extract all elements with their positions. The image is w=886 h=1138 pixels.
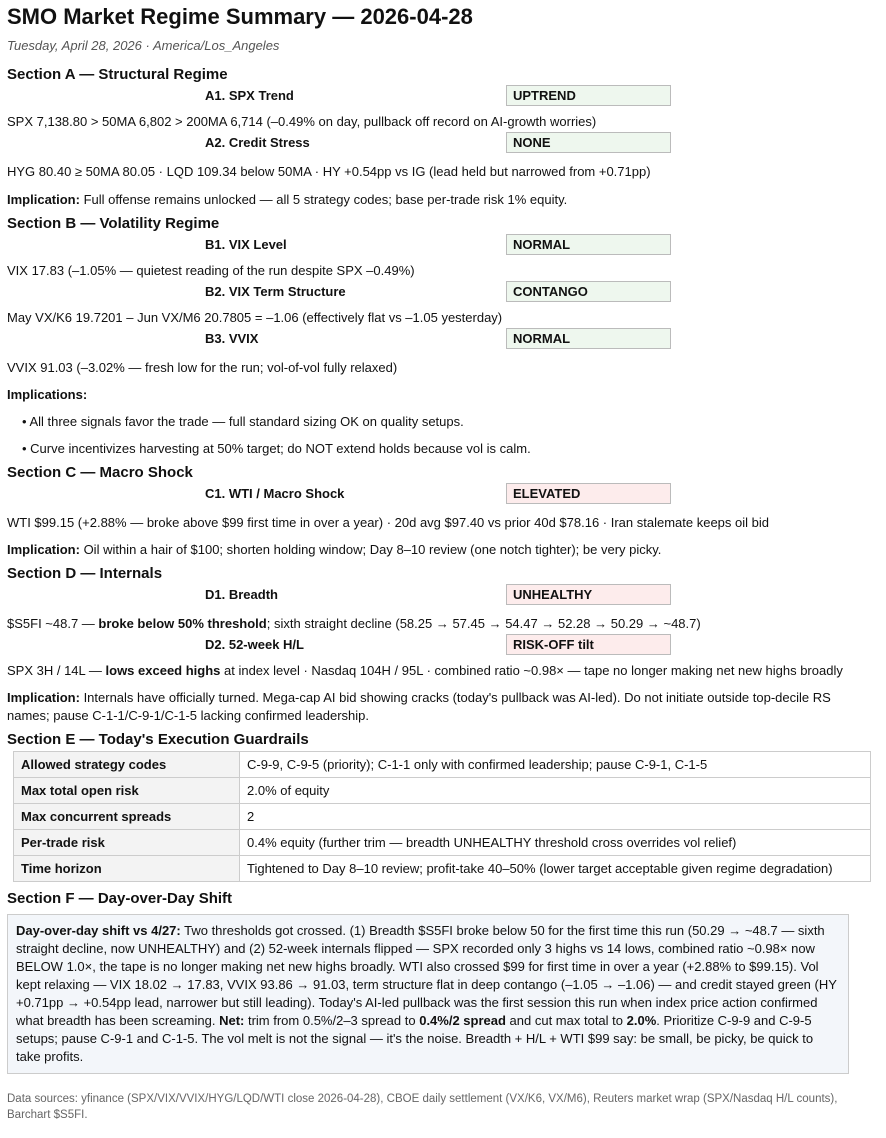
signal-label: A1. SPX Trend	[205, 88, 294, 103]
row-value: C-9-9, C-9-5 (priority); C-1-1 only with confirmed leadership; pause C-9-1, C-1-5	[240, 752, 871, 778]
list-item: • Curve incentivizes harvesting at 50% target; do NOT extend holds because vol is calm.	[22, 441, 531, 456]
table-row	[14, 856, 871, 882]
row-key: Max concurrent spreads	[14, 804, 240, 830]
signal-a2	[7, 132, 879, 154]
status-badge: ELEVATED	[506, 483, 671, 504]
implication-label: Implication:	[7, 192, 80, 207]
signal-detail: May VX/K6 19.7201 – Jun VX/M6 20.7805 = –1.06 (effectively flat vs –1.05 yesterday)	[7, 310, 503, 325]
signal-d2	[7, 634, 879, 656]
implication	[7, 191, 879, 209]
signal-label: A2. Credit Stress	[205, 135, 310, 150]
section-d-heading: Section D — Internals	[7, 565, 163, 582]
row-value: 0.4% equity (further trim — breadth UNHEALTHY threshold cross overrides vol relief)	[240, 830, 871, 856]
signal-detail: VVIX 91.03 (–3.02% — fresh low for the run; vol-of-vol fully relaxed)	[7, 360, 398, 375]
row-value: 2	[240, 804, 871, 830]
signal-detail: VIX 17.83 (–1.05% — quietest reading of the run despite SPX –0.49%)	[7, 263, 415, 278]
day-over-day-box	[7, 914, 849, 1074]
table-row	[14, 830, 871, 856]
detail-emphasis: broke below 50% threshold	[98, 616, 267, 631]
implications-list	[7, 413, 879, 458]
table-row	[14, 752, 871, 778]
signal-detail	[7, 615, 879, 633]
status-badge: NORMAL	[506, 234, 671, 255]
signal-b2	[7, 281, 879, 303]
row-value: Tightened to Day 8–10 review; profit-take 40–50% (lower target acceptable given regime degradation)	[240, 856, 871, 882]
signal-c1	[7, 483, 879, 505]
guardrails-table	[13, 751, 871, 882]
page-title: SMO Market Regime Summary — 2026-04-28	[7, 4, 473, 29]
detail-text: at index level · Nasdaq 104H / 95L · combined ratio ~0.98× — tape no longer making net new highs broadly	[220, 663, 843, 678]
data-sources-footer: Data sources: yfinance (SPX/VIX/VVIX/HYG/LQD/WTI close 2026-04-28), CBOE daily settlement (VX/K6, VX/M6), Reuters market wrap (SPX/Nasdaq H/L counts), Barchart $S5FI.	[7, 1093, 838, 1121]
implications-label: Implications:	[7, 387, 88, 402]
section-e-heading: Section E — Today's Execution Guardrails	[7, 731, 309, 748]
signal-detail: SPX 7,138.80 > 50MA 6,802 > 200MA 6,714 (–0.49% on day, pullback off record on AI-growth worries)	[7, 114, 597, 129]
detail-text: ; sixth straight decline (58.25 → 57.45 → 54.47 → 52.28 → 50.29 → ~48.7)	[266, 616, 701, 631]
implication-label: Implication:	[7, 542, 80, 557]
implication-text: Oil within a hair of $100; shorten holding window; Day 8–10 review (one notch tighter); be very picky.	[79, 542, 662, 557]
detail-text: $S5FI ~48.7 —	[7, 616, 99, 631]
dod-text: Two thresholds got crossed. (1) Breadth $S5FI broke below 50 for the first time this run (50.29 → ~48.7 — sixth straight decline, now UNHEALTHY) and (2) 52-week internals flipped — SPX recorded only 3 highs vs 14 lows, combined ratio ~0.98× now BELOW 1.0×, the tape is no longer making net new highs broadly. WTI also crossed $99 for first time in over a year (+2.88% to $99.15). Vol kept relaxing — VIX 18.02 → 17.83, VVIX 93.86 → 91.03, term structure flat in deep contango (–1.05 → –1.06) — and credit stayed green (HY +0.71pp → +0.54pp lead, narrower but still leading). Today's AI-led pullback was the first session this run when index price action confirmed what breadth has been screaming.	[16, 923, 837, 1028]
detail-text: SPX 3H / 14L —	[7, 663, 106, 678]
table-row	[14, 804, 871, 830]
dod-emphasis: 0.4%/2 spread	[419, 1013, 506, 1028]
row-key: Time horizon	[14, 856, 240, 882]
page-subtitle: Tuesday, April 28, 2026 · America/Los_Angeles	[7, 38, 280, 53]
implication-text: Internals have officially turned. Mega-cap AI bid showing cracks (today's pullback was AI-led). Do not initiate outside top-decile RS names; pause C-1-1/C-9-1/C-1-5 lacking confirmed leadership.	[7, 690, 831, 723]
section-f-heading: Section F — Day-over-Day Shift	[7, 890, 233, 907]
signal-label: B2. VIX Term Structure	[205, 284, 346, 299]
signal-label: D1. Breadth	[205, 587, 278, 602]
section-a-heading: Section A — Structural Regime	[7, 66, 228, 83]
implication-text: Full offense remains unlocked — all 5 strategy codes; base per-trade risk 1% equity.	[79, 192, 568, 207]
implication	[7, 541, 879, 559]
signal-d1	[7, 584, 879, 606]
signal-detail: WTI $99.15 (+2.88% — broke above $99 first time in over a year) · 20d avg $97.40 vs prior 40d $78.16 · Iran stalemate keeps oil bid	[7, 515, 769, 530]
signal-a1	[7, 85, 879, 107]
signal-label: C1. WTI / Macro Shock	[205, 486, 345, 501]
row-value: 2.0% of equity	[240, 778, 871, 804]
status-badge: NORMAL	[506, 328, 671, 349]
signal-b3	[7, 328, 879, 350]
signal-b1	[7, 234, 879, 256]
signal-label: D2. 52-week H/L	[205, 637, 304, 652]
status-badge: CONTANGO	[506, 281, 671, 302]
status-badge: NONE	[506, 132, 671, 153]
row-key: Per-trade risk	[14, 830, 240, 856]
implication-label: Implication:	[7, 690, 80, 705]
list-item: • All three signals favor the trade — full standard sizing OK on quality setups.	[22, 414, 464, 429]
dod-text: and cut max total to	[505, 1013, 627, 1028]
row-key: Max total open risk	[14, 778, 240, 804]
status-badge: UPTREND	[506, 85, 671, 106]
dod-emphasis: 2.0%	[626, 1013, 657, 1028]
implication	[7, 689, 867, 725]
row-key: Allowed strategy codes	[14, 752, 240, 778]
detail-emphasis: lows exceed highs	[105, 663, 221, 678]
signal-detail: HYG 80.40 ≥ 50MA 80.05 · LQD 109.34 below 50MA · HY +0.54pp vs IG (lead held but narrowed from +0.71pp)	[7, 164, 651, 179]
signal-label: B3. VVIX	[205, 331, 259, 346]
signal-label: B1. VIX Level	[205, 237, 287, 252]
status-badge: RISK-OFF tilt	[506, 634, 671, 655]
dod-text: . Prioritize C-9-9 and C-9-5 setups; pause C-9-1 and C-1-5. The vol melt is not the signal — it's the noise. Breadth + H/L + WTI $99 say: be small, be picky, be quick to take profits.	[16, 1013, 814, 1064]
section-b-heading: Section B — Volatility Regime	[7, 215, 220, 232]
dod-net-label: Net:	[219, 1013, 245, 1028]
dod-text: trim from 0.5%/2–3 spread to	[244, 1013, 420, 1028]
status-badge: UNHEALTHY	[506, 584, 671, 605]
section-c-heading: Section C — Macro Shock	[7, 464, 193, 481]
table-row	[14, 778, 871, 804]
signal-detail	[7, 662, 879, 680]
dod-lead: Day-over-day shift vs 4/27:	[16, 923, 181, 938]
